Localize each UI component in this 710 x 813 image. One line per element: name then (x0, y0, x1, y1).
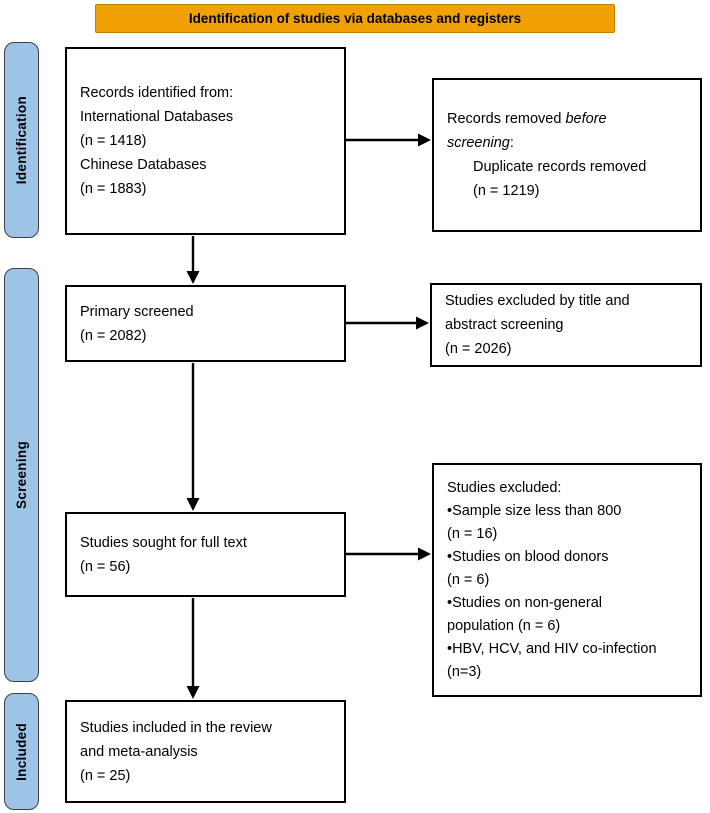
box-records-identified (65, 47, 346, 235)
stage-label-screening (4, 268, 39, 682)
arrow-screened-to-fulltext (187, 363, 200, 511)
text-line: (n = 2026) (445, 341, 512, 357)
text-segment: Records removed (447, 111, 566, 127)
text-line: (n=3) (447, 663, 482, 680)
text-line: Records identified from: (80, 85, 234, 101)
stage-label-identification (4, 42, 39, 238)
text-line: (n = 2082) (80, 327, 147, 344)
box-excluded-full-text (432, 463, 702, 697)
text-line: (n = 1219) (473, 183, 540, 199)
text-line: Chinese Databases (80, 157, 207, 173)
text-line (447, 131, 687, 155)
text-segment-italic: screening (447, 135, 510, 151)
text-line: (n = 1418) (80, 133, 147, 149)
box-full-text-sought (65, 512, 346, 597)
text-line: Studies excluded: (447, 479, 562, 496)
arrow-fulltext-to-included (187, 598, 200, 699)
box-included-review (65, 700, 346, 803)
stage-label-text: Included (14, 722, 29, 781)
text-line: abstract screening (445, 317, 564, 333)
text-line: (n = 56) (80, 558, 131, 575)
text-line: Studies excluded by title and (445, 293, 630, 309)
arrow-identified-to-screened (187, 236, 200, 284)
text-line: Duplicate records removed (473, 159, 647, 175)
arrow-identified-to-duplicates (346, 134, 431, 147)
box-records-removed (432, 78, 702, 232)
text-line: •Studies on blood donors (447, 548, 609, 565)
text-line: •Sample size less than 800 (447, 502, 622, 519)
text-line: and meta-analysis (80, 743, 198, 760)
text-line: (n = 1883) (80, 181, 147, 197)
text-line: (n = 16) (447, 525, 498, 542)
text-line: •HBV, HCV, and HIV co-infection (447, 640, 657, 657)
text-line: (n = 6) (447, 571, 490, 588)
text-line: population (n = 6) (447, 617, 561, 634)
text-line: (n = 25) (80, 767, 131, 784)
stage-label-text: Screening (14, 441, 29, 509)
stage-label-included (4, 693, 39, 810)
text-line (447, 107, 687, 131)
text-segment: : (509, 135, 514, 151)
arrow-fulltext-to-excluded (346, 548, 431, 561)
text-line: •Studies on non-general (447, 594, 603, 611)
stage-label-text: Identification (14, 95, 29, 185)
banner-title: Identification of studies via databases and registers (188, 11, 522, 26)
text-line: Primary screened (80, 303, 194, 320)
banner (95, 4, 615, 33)
box-primary-screened (65, 285, 346, 362)
text-segment-italic: before (565, 111, 607, 127)
text-line: Studies included in the review (80, 719, 272, 736)
arrow-screened-to-excluded (346, 317, 429, 330)
box-excluded-screening (430, 283, 702, 367)
text-line: International Databases (80, 109, 234, 125)
text-line: Studies sought for full text (80, 534, 247, 551)
